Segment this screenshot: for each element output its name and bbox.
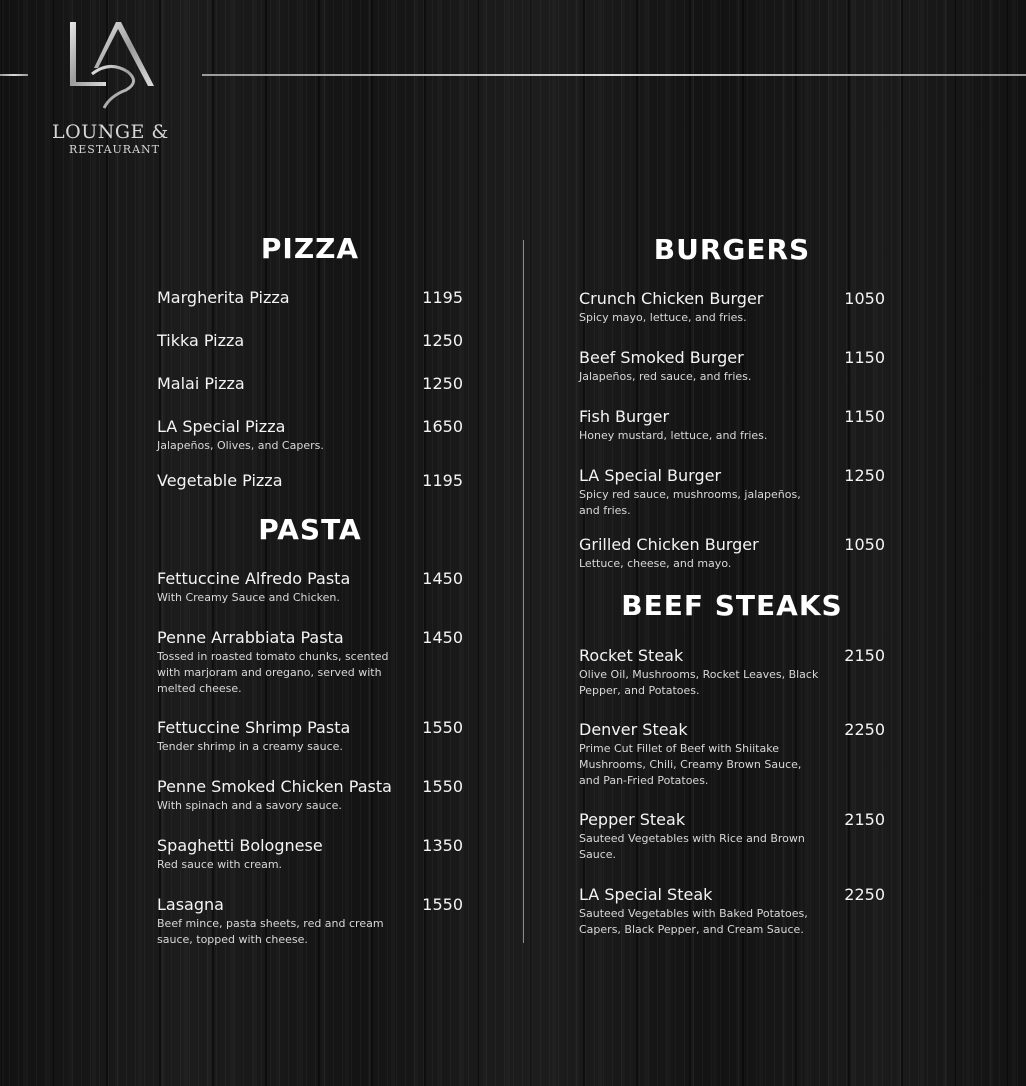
section-title-beef-steaks: BEEF STEAKS	[621, 589, 843, 622]
item-name: Crunch Chicken Burger	[579, 289, 764, 308]
item-price: 1650	[422, 417, 463, 436]
header-rule-right	[202, 74, 1026, 76]
item-description: With spinach and a savory sauce.	[157, 799, 342, 812]
item-description: Prime Cut Fillet of Beef with Shiitake Mushrooms, Chili, Creamy Brown Sauce, and Pan-Fried Potatoes.	[579, 742, 802, 787]
brand-name-line2: RESTAURANT	[69, 143, 160, 156]
item-description: Tender shrimp in a creamy sauce.	[157, 740, 343, 753]
item-name: LA Special Steak	[579, 885, 713, 904]
item-name: Fettuccine Shrimp Pasta	[157, 718, 351, 737]
column-divider	[523, 240, 524, 943]
item-description: Sauteed Vegetables with Rice and Brown Sauce.	[579, 832, 805, 861]
header-rule-left	[0, 74, 28, 76]
item-price: 1150	[844, 407, 885, 426]
item-price: 2250	[844, 885, 885, 904]
item-name: Denver Steak	[579, 720, 688, 739]
item-description: Spicy mayo, lettuce, and fries.	[579, 311, 747, 324]
item-price: 1550	[422, 777, 463, 796]
item-price: 1450	[422, 569, 463, 588]
brand-name-line1: LOUNGE &	[52, 121, 169, 143]
item-name: Rocket Steak	[579, 646, 684, 665]
item-name: Fettuccine Alfredo Pasta	[157, 569, 351, 588]
item-price: 1250	[844, 466, 885, 485]
section-title-pizza: PIZZA	[260, 232, 360, 265]
item-description: Beef mince, pasta sheets, red and cream sauce, topped with cheese.	[157, 917, 384, 946]
item-price: 2150	[844, 810, 885, 829]
item-name: Margherita Pizza	[157, 288, 290, 307]
item-price: 1250	[422, 331, 463, 350]
item-name: Lasagna	[157, 895, 224, 914]
restaurant-logo	[48, 16, 188, 156]
item-price: 1350	[422, 836, 463, 855]
item-price: 1050	[844, 289, 885, 308]
item-name: Penne Smoked Chicken Pasta	[157, 777, 392, 796]
item-description: Sauteed Vegetables with Baked Potatoes, Capers, Black Pepper, and Cream Sauce.	[579, 907, 808, 936]
item-name: LA Special Burger	[579, 466, 722, 485]
item-description: Jalapeños, red sauce, and fries.	[579, 370, 752, 383]
item-name: Grilled Chicken Burger	[579, 535, 759, 554]
item-price: 2150	[844, 646, 885, 665]
item-price: 1450	[422, 628, 463, 647]
item-name: Tikka Pizza	[157, 331, 245, 350]
item-name: Fish Burger	[579, 407, 670, 426]
item-name: Beef Smoked Burger	[579, 348, 744, 367]
la-monogram-icon	[58, 16, 178, 116]
item-description: Honey mustard, lettuce, and fries.	[579, 429, 768, 442]
item-price: 1195	[422, 288, 463, 307]
item-price: 1050	[844, 535, 885, 554]
item-description: Olive Oil, Mushrooms, Rocket Leaves, Black Pepper, and Potatoes.	[579, 668, 819, 697]
section-title-pasta: PASTA	[258, 513, 362, 546]
item-name: LA Special Pizza	[157, 417, 286, 436]
item-name: Malai Pizza	[157, 374, 245, 393]
item-name: Vegetable Pizza	[157, 471, 283, 490]
item-price: 1150	[844, 348, 885, 367]
item-name: Penne Arrabbiata Pasta	[157, 628, 344, 647]
item-price: 1250	[422, 374, 463, 393]
item-price: 1550	[422, 718, 463, 737]
item-description: Jalapeños, Olives, and Capers.	[157, 439, 324, 452]
item-name: Spaghetti Bolognese	[157, 836, 323, 855]
item-price: 1195	[422, 471, 463, 490]
item-description: With Creamy Sauce and Chicken.	[157, 591, 340, 604]
item-description: Red sauce with cream.	[157, 858, 283, 871]
item-description: Tossed in roasted tomato chunks, scented with marjoram and oregano, served with melted cheese.	[157, 650, 389, 695]
item-description: Spicy red sauce, mushrooms, jalapeños, and fries.	[579, 488, 801, 517]
item-description: Lettuce, cheese, and mayo.	[579, 557, 732, 570]
item-name: Pepper Steak	[579, 810, 686, 829]
item-price: 2250	[844, 720, 885, 739]
section-title-burgers: BURGERS	[653, 233, 811, 266]
item-price: 1550	[422, 895, 463, 914]
